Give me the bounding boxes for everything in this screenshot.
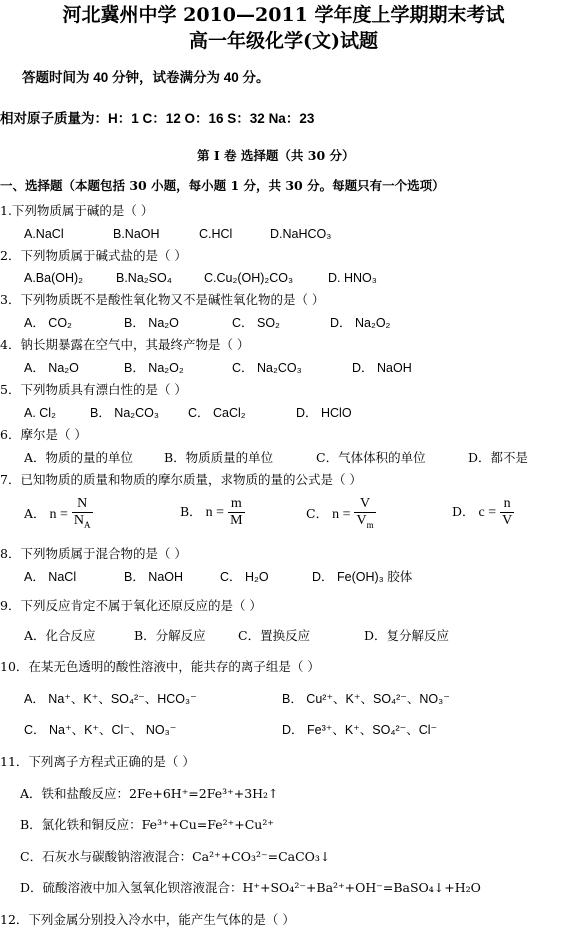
formula-n-over-v	[500, 496, 514, 529]
option-c: C． H₂O	[220, 570, 269, 584]
option-b	[180, 496, 245, 529]
option-c: C． Na⁺、K⁺、Cl⁻、 NO₃⁻	[24, 723, 177, 737]
option-c: C．石灰水与碳酸钠溶液混合：Ca²⁺+CO₃²⁻=CaCO₃↓	[20, 849, 331, 864]
option-a: A．物质的量的单位	[24, 450, 134, 465]
question-stem: 12．下列金属分别投入冷水中，能产生气体的是（ ）	[0, 912, 295, 927]
option-a: A.Ba(OH)₂	[24, 271, 84, 285]
option-b: B.NaOH	[113, 227, 160, 241]
formula-numerator: N	[72, 496, 93, 513]
option-a: A． Na₂O	[24, 361, 79, 375]
formula-n-over-na	[72, 496, 93, 533]
option-b: B．物质质量的单位	[164, 450, 274, 465]
formula-numerator: n	[500, 496, 514, 513]
question-stem: 4．钠长期暴露在空气中，其最终产物是（ ）	[0, 337, 250, 352]
option-a-letter: A．	[24, 505, 46, 521]
option-b: B． Na₂CO₃	[90, 406, 159, 420]
option-a: A.NaCl	[24, 227, 64, 241]
question-stem: 11．下列离子方程式正确的是（ ）	[0, 754, 195, 769]
formula-lhs: c =	[478, 505, 497, 520]
formula-numerator: V	[354, 496, 375, 513]
option-c: C．置换反应	[238, 628, 311, 643]
formula-denominator: M	[230, 513, 243, 528]
option-d: D．复分解反应	[364, 628, 450, 643]
option-c: C． Na₂CO₃	[232, 361, 302, 375]
atomic-mass: 相对原子质量为：H：1 C：12 O：16 S：32 Na：23	[0, 111, 315, 126]
title-line1: 河北冀州中学 2010—2011 学年度上学期期末考试	[62, 4, 505, 26]
option-d: D. HNO₃	[328, 271, 377, 285]
part-title: 一、选择题（本题包括 30 小题，每小题 1 分，共 30 分。每题只有一个选项）	[0, 178, 445, 193]
option-c: C． SO₂	[232, 316, 280, 330]
section-title: 第 I 卷 选择题（共 30 分）	[197, 148, 355, 163]
option-d: D． NaOH	[352, 361, 412, 375]
question-stem: 6．摩尔是（ ）	[0, 427, 87, 442]
option-c: C.HCl	[199, 227, 233, 241]
formula-subscript: m	[366, 519, 374, 530]
option-d: D． Fe³⁺、K⁺、SO₄²⁻、Cl⁻	[282, 723, 438, 737]
option-a: A. Cl₂	[24, 406, 56, 420]
option-d-letter: D．	[452, 504, 475, 519]
formula-v-over-vm	[354, 496, 375, 533]
option-b-letter: B．	[180, 504, 202, 519]
option-b: B．氯化铁和铜反应：Fe³⁺+Cu=Fe²⁺+Cu²⁺	[20, 817, 274, 832]
option-c-letter: C．	[306, 505, 329, 521]
option-d: D.NaHCO₃	[270, 227, 332, 241]
option-c	[306, 496, 376, 533]
formula-lhs: n =	[205, 505, 225, 520]
option-c: C．气体体积的单位	[316, 450, 426, 465]
option-a	[24, 496, 93, 533]
option-d: D．都不是	[468, 450, 529, 465]
option-a: A．铁和盐酸反应：2Fe+6H⁺=2Fe³⁺+3H₂↑	[20, 786, 279, 801]
option-a: A．化合反应	[24, 628, 96, 643]
question-stem: 5．下列物质具有漂白性的是（ ）	[0, 382, 187, 397]
formula-denominator: V	[502, 513, 513, 528]
question-stem: 1.下列物质属于碱的是（ ）	[0, 203, 154, 218]
question-stem: 7．已知物质的质量和物质的摩尔质量，求物质的量的公式是（ ）	[0, 472, 362, 487]
option-c: C． CaCl₂	[188, 406, 246, 420]
option-d: D． Fe(OH)₃ 胶体	[312, 570, 413, 584]
option-b: B．分解反应	[134, 628, 206, 643]
question-stem: 3．下列物质既不是酸性氧化物又不是碱性氧化物的是（ ）	[0, 292, 325, 307]
title-line2: 高一年级化学(文)试题	[189, 30, 378, 52]
option-b: B． NaOH	[124, 570, 184, 584]
formula-denominator: $N_A$	[73, 513, 91, 530]
option-b: B.Na₂SO₄	[116, 271, 172, 285]
option-b: B． Na₂O₂	[124, 361, 184, 375]
question-stem: 10．在某无色透明的酸性溶液中，能共存的离子组是（ ）	[0, 659, 320, 674]
option-b: B． Na₂O	[124, 316, 179, 330]
option-a: A． CO₂	[24, 316, 72, 330]
option-d: D． Na₂O₂	[330, 316, 391, 330]
question-stem: 9．下列反应肯定不属于氧化还原反应的是（ ）	[0, 598, 262, 613]
question-stem: 8．下列物质属于混合物的是（ ）	[0, 546, 187, 561]
question-stem: 2．下列物质属于碱式盐的是（ ）	[0, 248, 187, 263]
option-a: A． Na⁺、K⁺、SO₄²⁻、HCO₃⁻	[24, 692, 197, 706]
option-c: C.Cu₂(OH)₂CO₃	[204, 271, 294, 285]
option-d	[452, 496, 514, 529]
formula-lhs: n =	[49, 506, 68, 522]
formula-numerator: m	[228, 496, 244, 513]
exam-info: 答题时间为 40 分钟，试卷满分为 40 分。	[22, 70, 270, 85]
formula-subscript: A	[84, 519, 91, 530]
option-d: D． HClO	[296, 406, 352, 420]
formula-lhs: n =	[332, 506, 351, 522]
option-a: A． NaCl	[24, 570, 77, 584]
option-d: D．硫酸溶液中加入氢氧化钡溶液混合：H⁺+SO₄²⁻+Ba²⁺+OH⁻=BaSO₄↓+H₂O	[20, 880, 481, 895]
option-b: B． Cu²⁺、K⁺、SO₄²⁻、NO₃⁻	[282, 692, 450, 706]
formula-denominator: $V_m$	[356, 513, 374, 530]
formula-m-over-m	[228, 496, 244, 529]
